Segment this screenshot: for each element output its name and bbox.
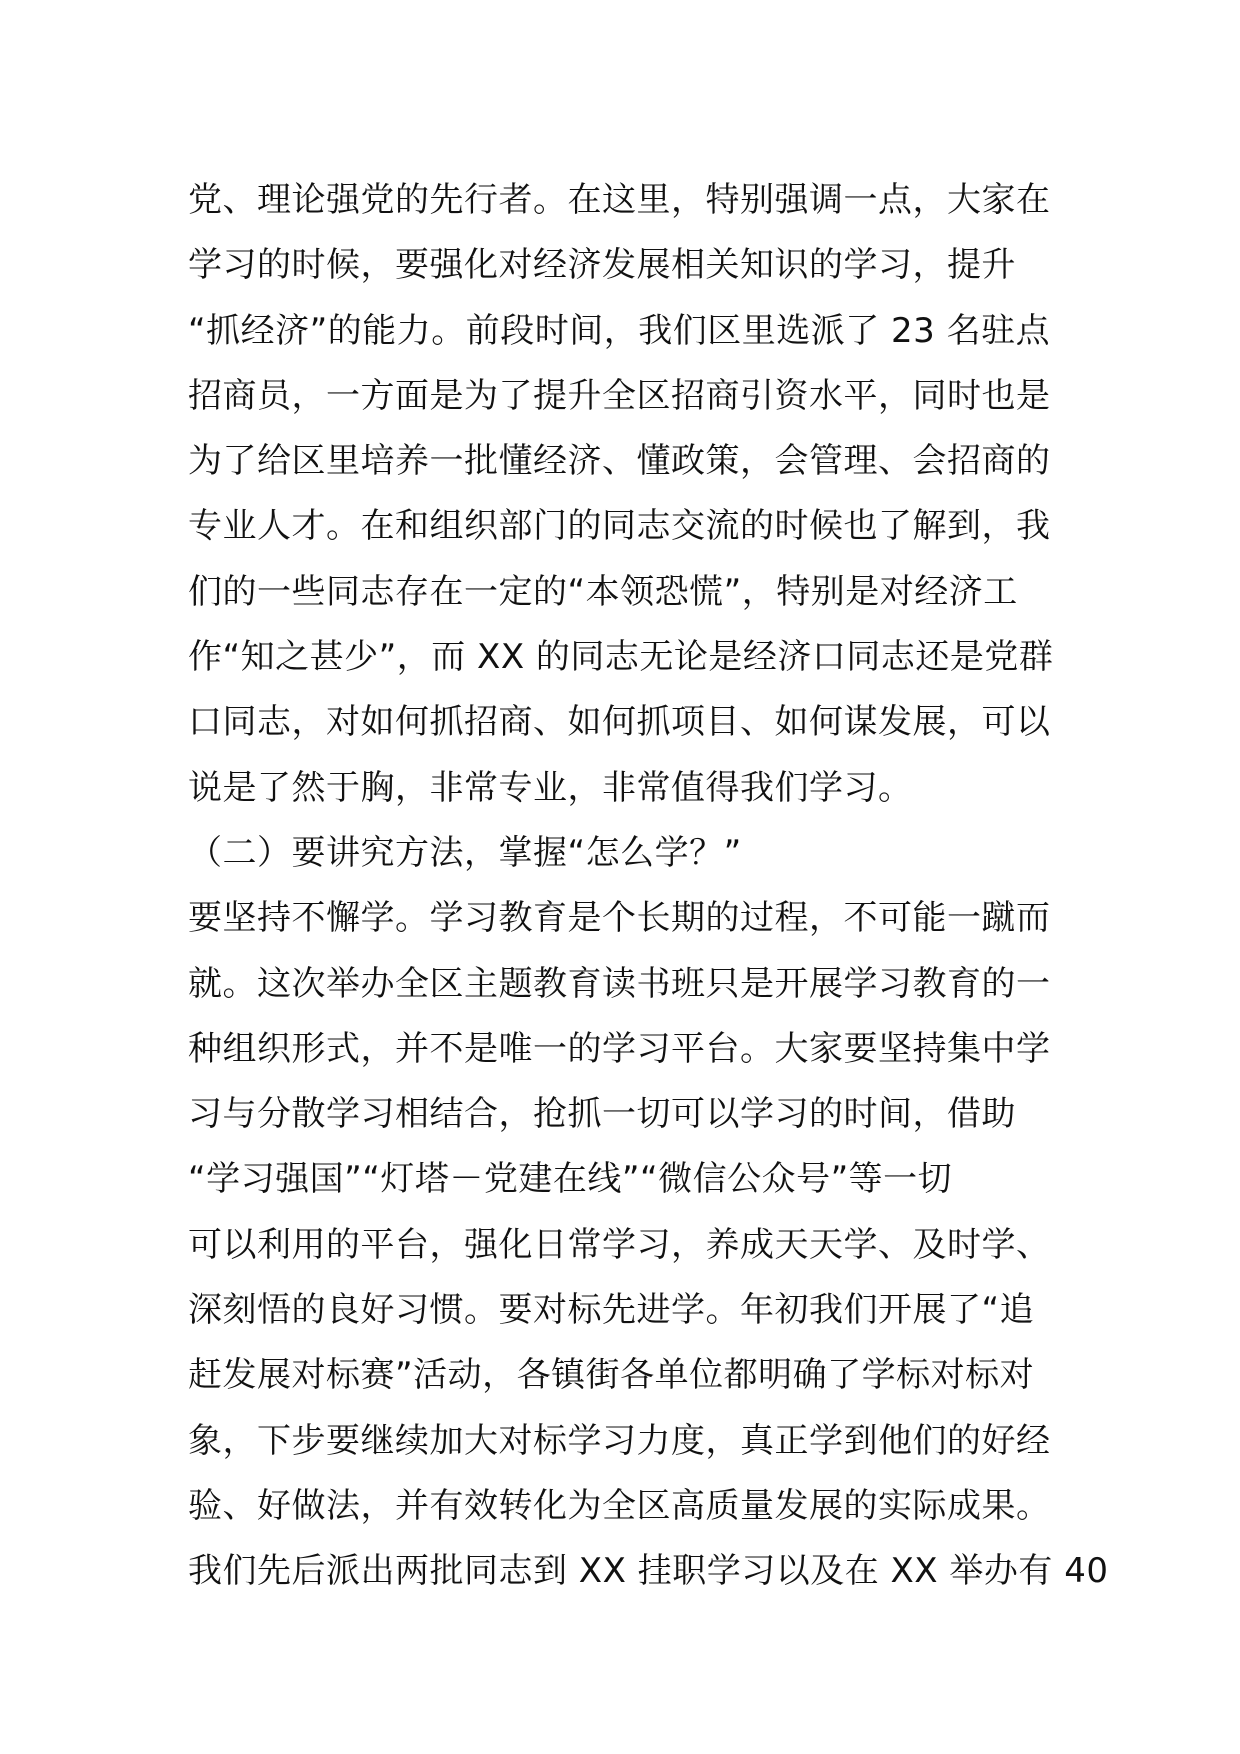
text-line: 口同志，对如何抓招商、如何抓项目、如何谋发展，可以	[188, 702, 1051, 743]
text-line: 验、好做法，并有效转化为全区高质量发展的实际成果。	[188, 1485, 1051, 1526]
text-line: 要坚持不懈学。学习教育是个长期的过程，不可能一蹴而	[188, 898, 1051, 939]
text-line: 们的一些同志存在一定的“本领恐慌”，特别是对经济工	[188, 571, 1018, 612]
text-line: “学习强国”“灯塔－党建在线”“微信公众号”等一切	[188, 1159, 953, 1200]
text-line: 专业人才。在和组织部门的同志交流的时候也了解到，我	[188, 506, 1051, 547]
text-line: 我们先后派出两批同志到 XX 挂职学习以及在 XX 举办有 40	[188, 1551, 1109, 1592]
text-line: 象，下步要继续加大对标学习力度，真正学到他们的好经	[188, 1420, 1051, 1461]
text-line: 种组织形式，并不是唯一的学习平台。大家要坚持集中学	[188, 1028, 1051, 1069]
text-line: 深刻悟的良好习惯。要对标先进学。年初我们开展了“追	[188, 1290, 1035, 1331]
text-line: 就。这次举办全区主题教育读书班只是开展学习教育的一	[188, 963, 1051, 1004]
text-line: 习与分散学习相结合，抢抓一切可以学习的时间，借助	[188, 1094, 1016, 1135]
text-line: 学习的时候，要强化对经济发展相关知识的学习，提升	[188, 245, 1016, 286]
text-line: 赶发展对标赛”活动，各镇街各单位都明确了学标对标对	[188, 1355, 1035, 1396]
text-line: 可以利用的平台，强化日常学习，养成天天学、及时学、	[188, 1224, 1051, 1265]
text-line: 作“知之甚少”，而 XX 的同志无论是经济口同志还是党群	[188, 637, 1054, 678]
text-line: 党、理论强党的先行者。在这里，特别强调一点，大家在	[188, 180, 1051, 220]
text-line: 说是了然于胸，非常专业，非常值得我们学习。	[188, 767, 913, 808]
text-line: 为了给区里培养一批懂经济、懂政策，会管理、会招商的	[188, 441, 1051, 482]
text-line: 招商员，一方面是为了提升全区招商引资水平，同时也是	[188, 375, 1051, 416]
section-heading: （二）要讲究方法，掌握“怎么学？”	[188, 832, 742, 873]
text-line: “抓经济”的能力。前段时间，我们区里选派了 23 名驻点	[188, 310, 1051, 351]
body-text	[188, 168, 1109, 1605]
